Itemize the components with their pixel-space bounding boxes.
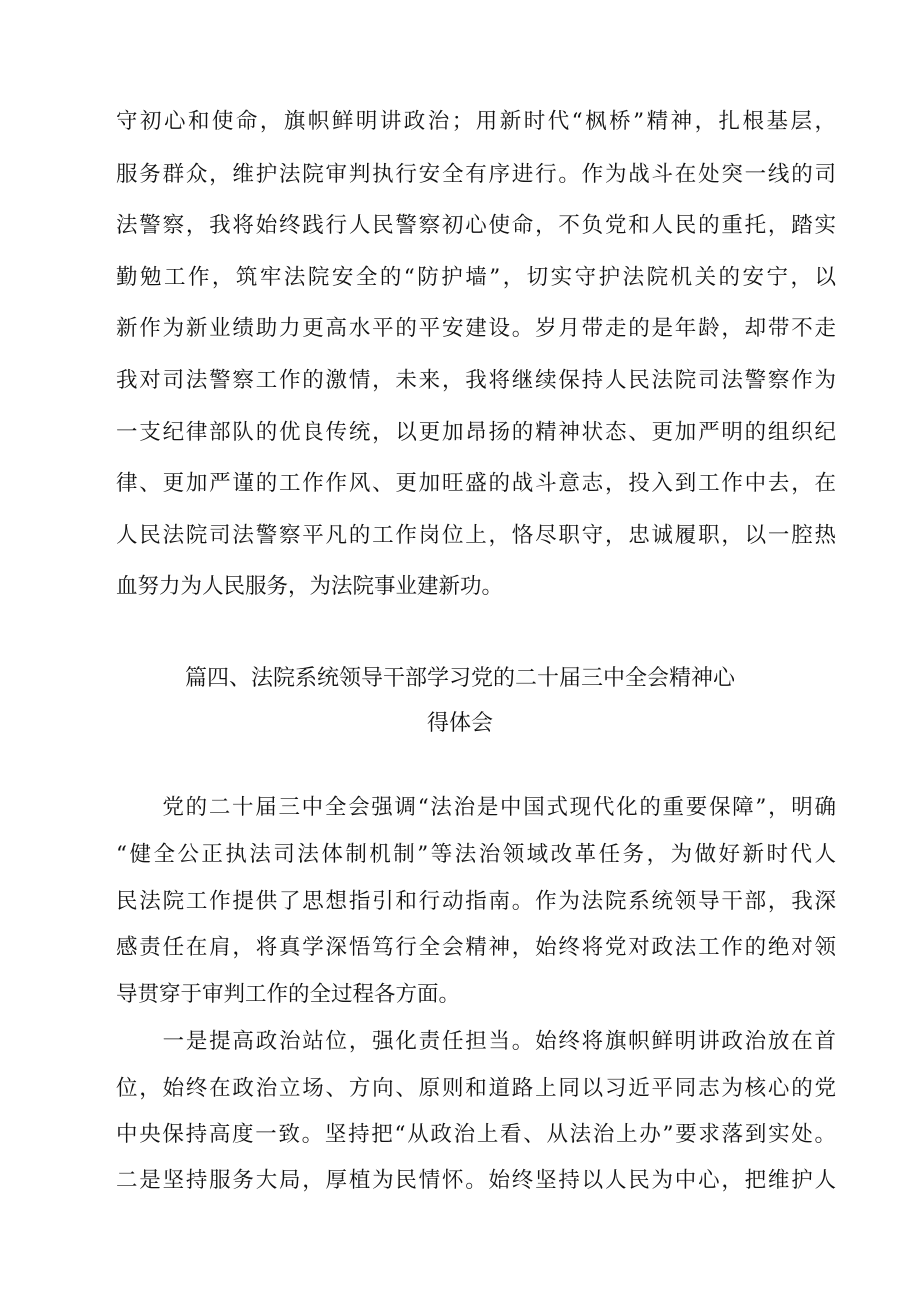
text-line: 法警察，我将始终践行人民警察初心使命，不负党和人民的重托，踏实 [116,213,836,238]
text-line: 服务群众，维护法院审判执行安全有序进行。作为战斗在处突一线的司 [116,162,836,187]
text-line: 勤勉工作，筑牢法院安全的“防护墙”，切实守护法院机关的安宁，以 [116,265,836,290]
text-line: 人民法院司法警察平凡的工作岗位上，恪尽职守，忠诚履职，以一腔热 [116,523,836,548]
text-line: 一支纪律部队的优良传统，以更加昂扬的精神状态、更加严明的组织纪 [116,420,836,445]
text-line: 导贯穿于审判工作的全过程各方面。 [116,982,461,1007]
text-line: 二是坚持服务大局，厚植为民情怀。始终坚持以人民为中心，把维护人 [116,1168,836,1193]
text-line: 新作为新业绩助力更高水平的平安建设。岁月带走的是年龄，却带不走 [116,316,836,341]
section-title-line-1: 篇四、法院系统领导干部学习党的二十届三中全会精神心 [184,666,735,691]
text-line: 守初心和使命，旗帜鲜明讲政治；用新时代“枫桥”精神，扎根基层， [116,109,836,134]
text-line: 一是提高政治站位，强化责任担当。始终将旗帜鲜明讲政治放在首 [116,1029,836,1054]
section-title-line-2: 得体会 [426,711,493,736]
text-line: 律、更加严谨的工作作风、更加旺盛的战斗意志，投入到工作中去，在 [116,471,836,496]
text-line: “健全公正执法司法体制机制”等法治领域改革任务，为做好新时代人 [116,842,836,867]
text-line: 位，始终在政治立场、方向、原则和道路上同以习近平同志为核心的党 [116,1076,836,1101]
text-line: 党的二十届三中全会强调“法治是中国式现代化的重要保障”，明确 [116,795,836,820]
text-line: 中央保持高度一致。坚持把“从政治上看、从法治上办”要求落到实处。 [116,1122,836,1147]
text-line: 血努力为人民服务，为法院事业建新功。 [116,574,504,599]
text-line: 民法院工作提供了思想指引和行动指南。作为法院系统领导干部，我深 [116,889,836,914]
text-line: 我对司法警察工作的激情，未来，我将继续保持人民法院司法警察作为 [116,368,836,393]
text-line: 感责任在肩，将真学深悟笃行全会精神，始终将党对政法工作的绝对领 [116,935,836,960]
